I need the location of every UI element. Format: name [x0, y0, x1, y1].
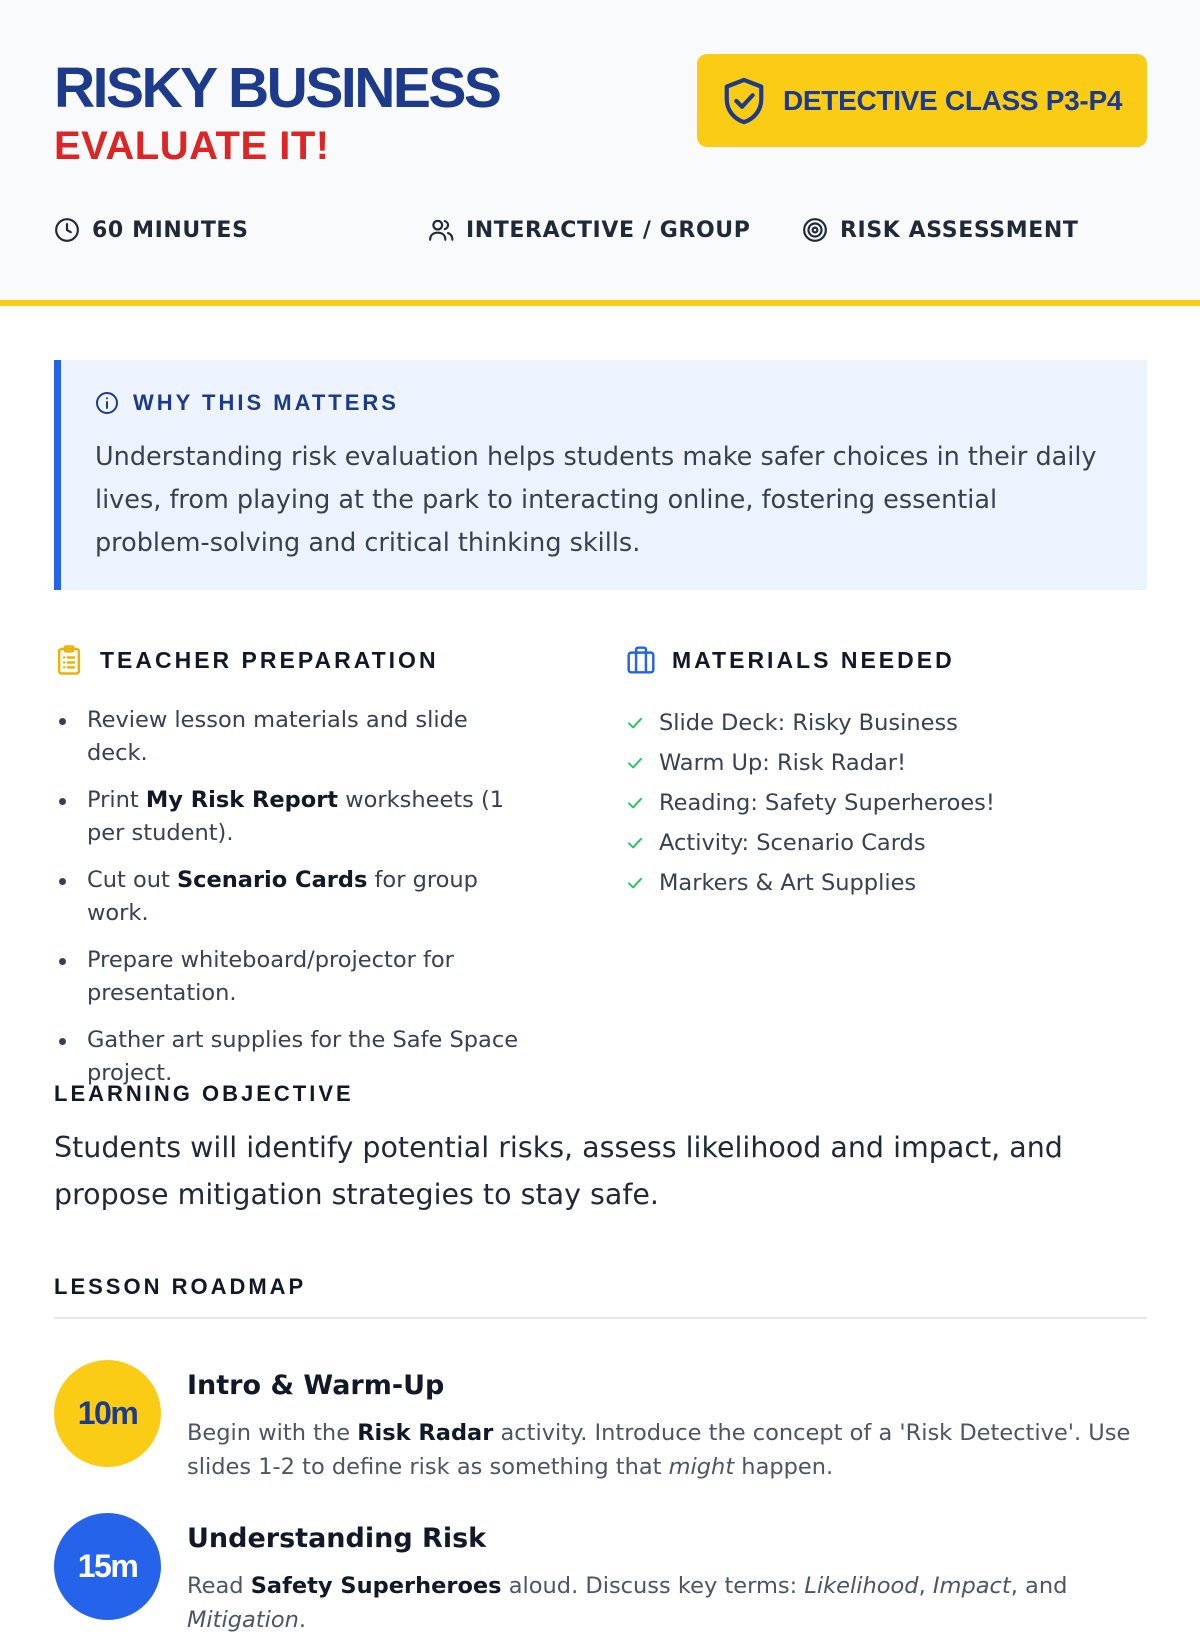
check-icon — [626, 834, 644, 852]
materials-item-label: Slide Deck: Risky Business — [659, 709, 958, 736]
teacher-preparation-title: TEACHER PREPARATION — [100, 646, 439, 673]
lesson-roadmap-title: LESSON ROADMAP — [54, 1274, 307, 1299]
materials-list-item — [626, 783, 1146, 823]
lesson-subtitle: EVALUATE IT! — [54, 124, 330, 168]
meta-topic — [802, 214, 1078, 246]
teacher-preparation-list — [54, 704, 534, 1104]
step-description: Begin with the Risk Radar activity. Introduce the concept of a 'Risk Detective'. Use slides 1-2 to define risk as something that might happen. — [187, 1420, 1131, 1480]
prep-list-item: Review lesson materials and slide deck. — [54, 704, 534, 770]
learning-objective-title: LEARNING OBJECTIVE — [54, 1081, 354, 1106]
materials-list-item — [626, 863, 1146, 903]
materials-item-label: Reading: Safety Superheroes! — [659, 789, 995, 816]
materials-needed-heading — [626, 644, 955, 676]
materials-needed-list — [626, 703, 1146, 903]
briefcase-icon — [626, 644, 656, 676]
step-description: Read Safety Superheroes aloud. Discuss key terms: Likelihood, Impact, and Mitigation. — [187, 1573, 1068, 1633]
users-icon — [428, 217, 454, 243]
prep-list-item: Cut out Scenario Cards for group work. — [54, 864, 534, 930]
target-icon — [802, 217, 828, 243]
prep-list-item: Gather art supplies for the Safe Space project. — [54, 1024, 534, 1090]
check-icon — [626, 714, 644, 732]
learning-objective-text: Students will identify potential risks, assess likelihood and impact, and propose mitigation strategies to stay safe. — [54, 1131, 1063, 1211]
why-this-matters-heading — [95, 390, 399, 416]
materials-item-label: Warm Up: Risk Radar! — [659, 749, 907, 776]
meta-format-label: INTERACTIVE / GROUP — [466, 217, 751, 243]
check-icon — [626, 754, 644, 772]
prep-list-item: Print My Risk Report worksheets (1 per student). — [54, 784, 534, 850]
materials-list-item — [626, 703, 1146, 743]
meta-topic-label: RISK ASSESSMENT — [840, 217, 1079, 243]
meta-duration — [54, 214, 249, 246]
materials-needed-title: MATERIALS NEEDED — [672, 646, 955, 673]
meta-duration-label: 60 MINUTES — [92, 217, 249, 243]
class-badge-label: DETECTIVE CLASS P3-P4 — [783, 84, 1123, 116]
check-icon — [626, 794, 644, 812]
prep-list-item: Prepare whiteboard/projector for presentation. — [54, 944, 534, 1010]
why-this-matters-text: Understanding risk evaluation helps students make safer choices in their daily lives, from playing at the park to interacting online, fostering essential problem-solving and critical thinking skills. — [95, 442, 1097, 558]
step-title: Understanding Risk — [187, 1523, 487, 1554]
why-this-matters-title: WHY THIS MATTERS — [133, 390, 399, 415]
materials-list-item — [626, 823, 1146, 863]
info-icon — [95, 391, 119, 415]
lesson-title: RISKY BUSINESS — [54, 56, 500, 120]
materials-item-label: Activity: Scenario Cards — [659, 829, 926, 856]
materials-list-item — [626, 743, 1146, 783]
teacher-preparation-heading — [54, 644, 439, 676]
class-badge — [697, 54, 1147, 147]
meta-format — [428, 214, 750, 246]
materials-item-label: Markers & Art Supplies — [659, 869, 917, 896]
clipboard-icon — [54, 644, 84, 676]
roadmap-divider — [54, 1317, 1147, 1319]
step-time-badge: 10m — [54, 1360, 161, 1467]
why-this-matters-callout — [54, 360, 1147, 590]
step-title: Intro & Warm-Up — [187, 1370, 445, 1401]
check-icon — [626, 874, 644, 892]
lesson-header — [0, 0, 1200, 306]
clock-icon — [54, 217, 80, 243]
shield-check-icon — [721, 76, 767, 126]
step-time-badge: 15m — [54, 1513, 161, 1620]
